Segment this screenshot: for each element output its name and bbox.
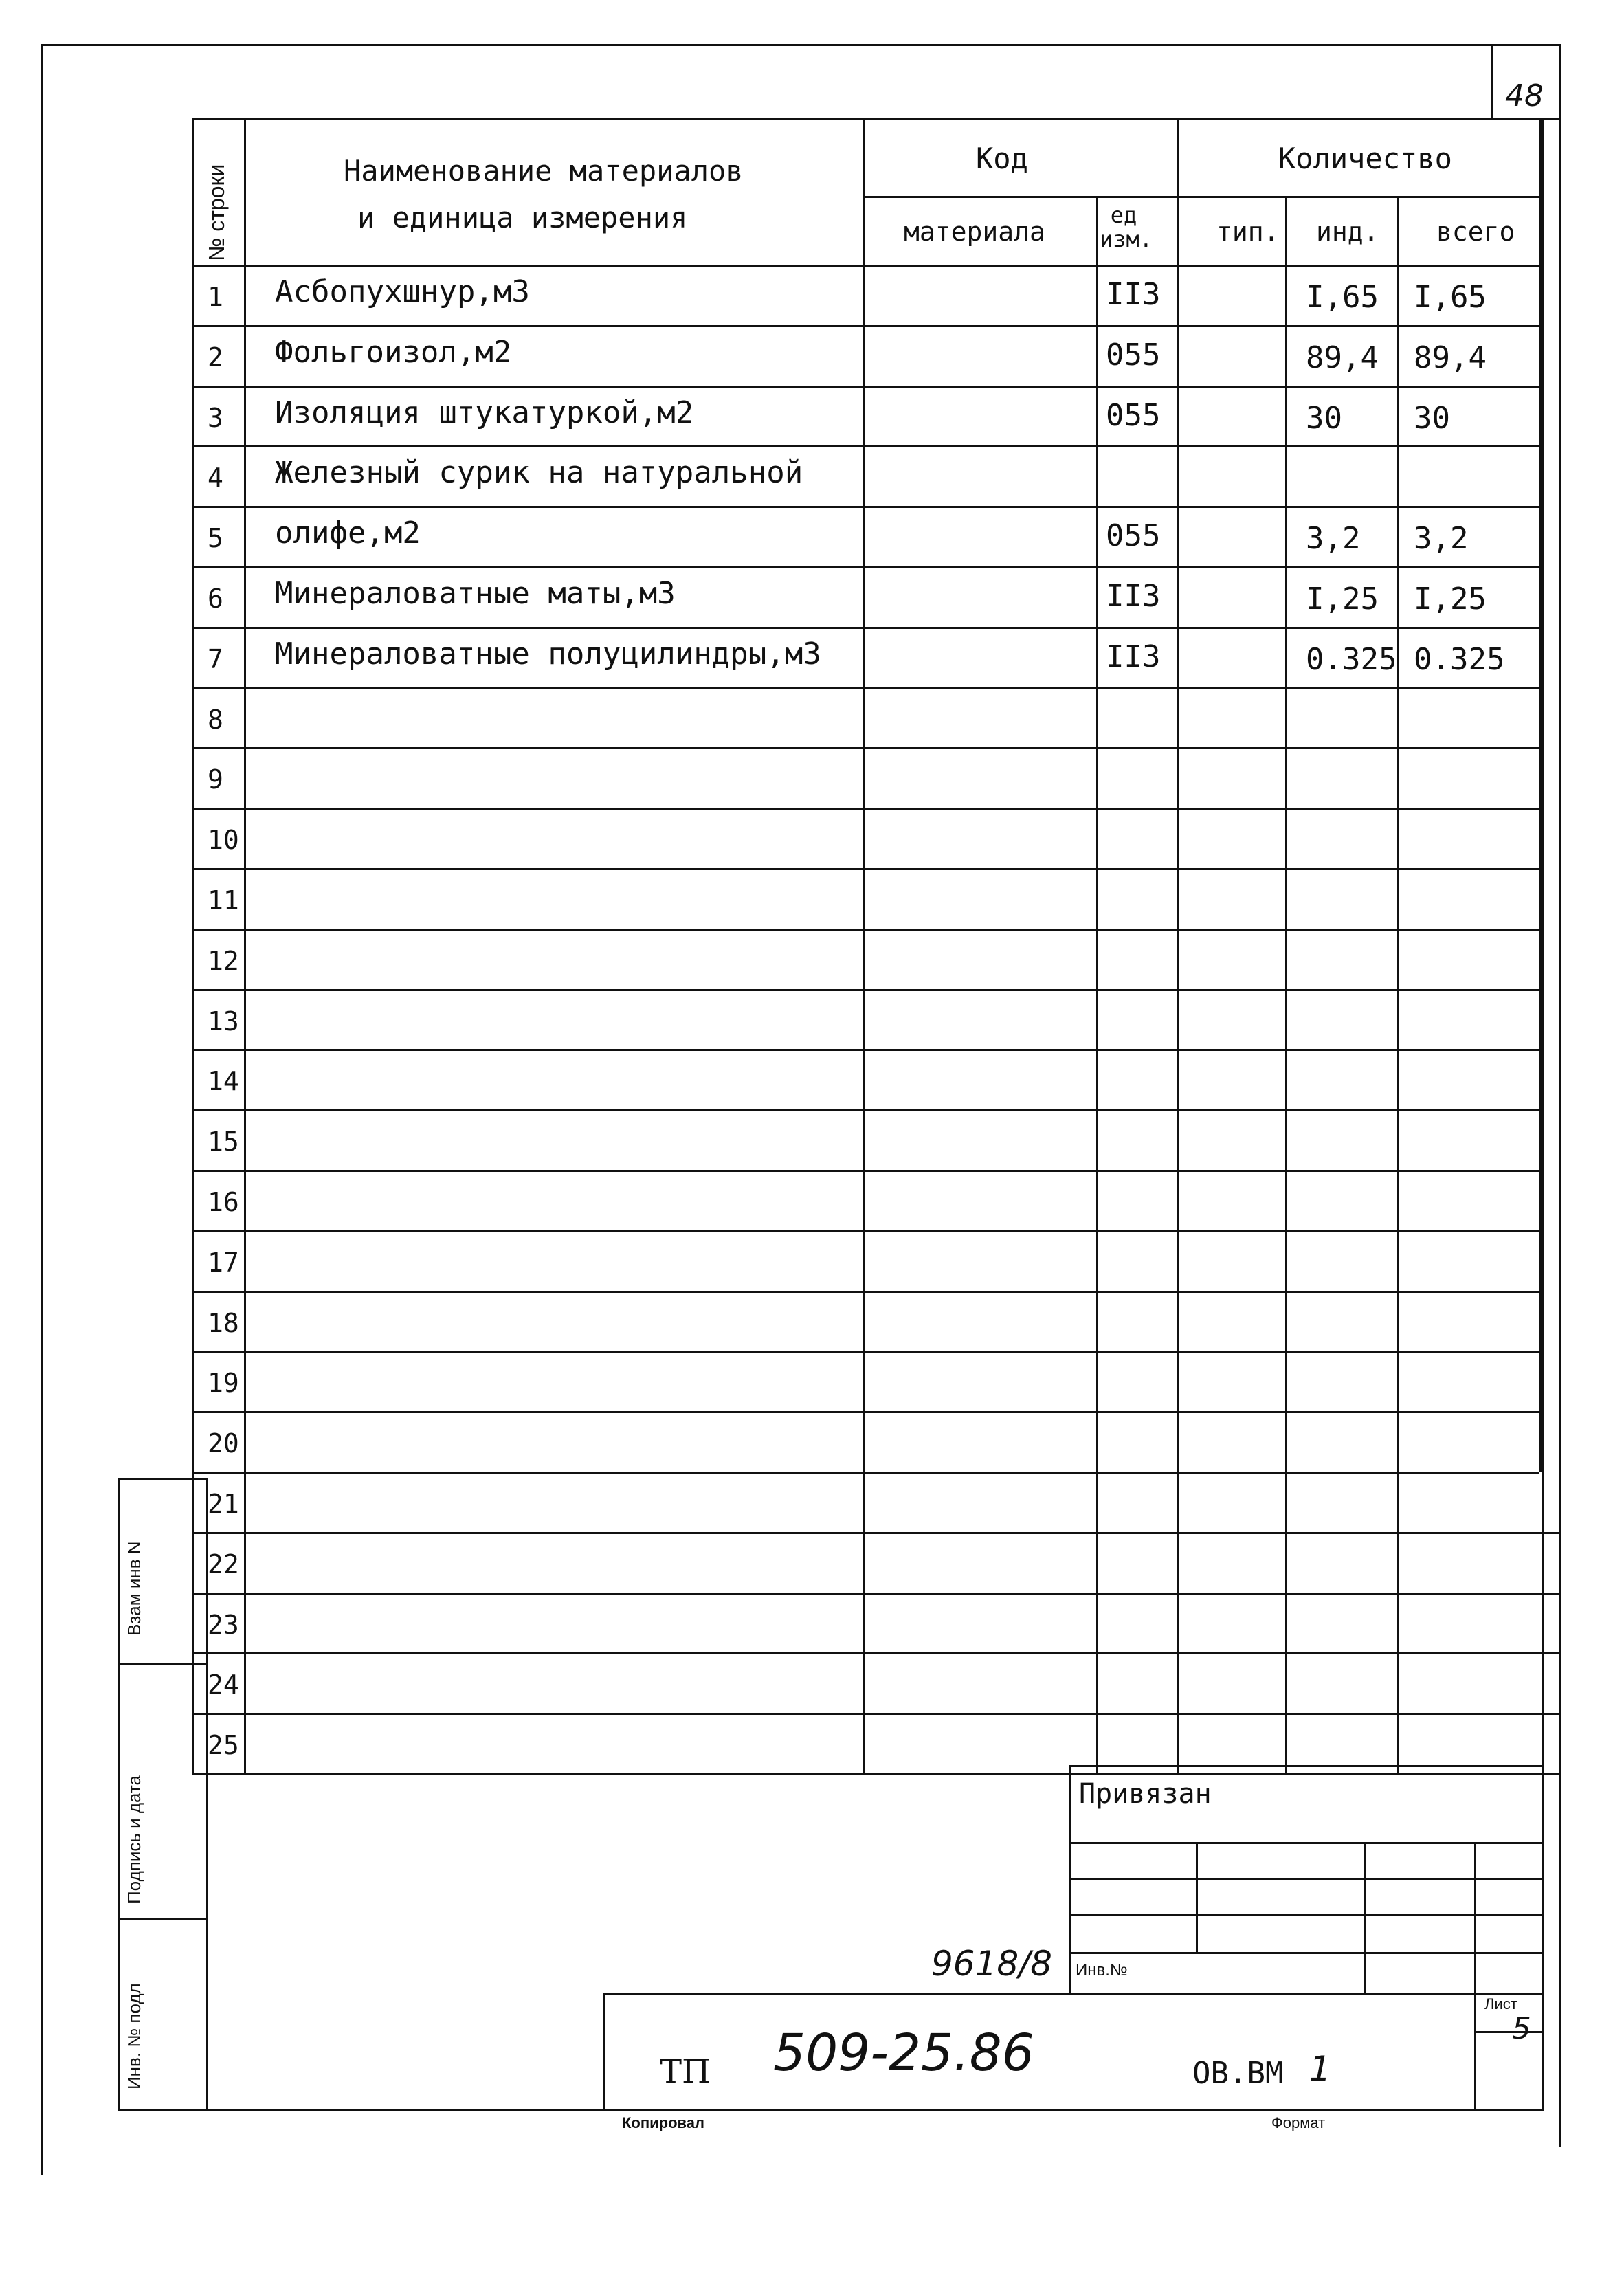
row-number: 22 <box>208 1549 239 1579</box>
table-row <box>0 1472 1624 1532</box>
row-number-header: № строки <box>204 164 229 261</box>
side-divider-3 <box>118 1918 208 1920</box>
stamp-document-number: 509-25.86 <box>773 2023 1034 2083</box>
row-number: 6 <box>208 584 223 614</box>
table-row <box>0 1411 1624 1472</box>
stamp-inv-no-label: Инв.№ <box>1076 1961 1128 1980</box>
material-name: Минераловатные полуцилиндры,м3 <box>275 636 821 672</box>
header-mid-line <box>863 196 1539 198</box>
quantity-individual: 0.325 <box>1306 642 1397 677</box>
row-number: 3 <box>208 403 223 433</box>
stamp-suffix: ОВ.ВМ <box>1192 2056 1284 2091</box>
table-row <box>0 445 1624 506</box>
row-number: 7 <box>208 644 223 674</box>
side-label-signature-date: Подпись и дата <box>124 1775 144 1904</box>
name-header-line1: Наименование материалов <box>344 154 744 188</box>
unit-code: 055 <box>1106 398 1161 433</box>
inner-frame-bottom <box>118 2109 1544 2111</box>
table-row <box>0 929 1624 989</box>
stamp-copied-label: Копировал <box>622 2114 705 2131</box>
row-number: 9 <box>208 764 223 795</box>
row-number: 2 <box>208 342 223 373</box>
row-number: 14 <box>208 1066 239 1096</box>
table-row <box>0 808 1624 868</box>
unit-code: II3 <box>1106 277 1161 312</box>
quantity-individual: 3,2 <box>1306 521 1361 556</box>
qty-type-header: тип. <box>1216 217 1280 247</box>
material-name: Изоляция штукатуркой,м2 <box>275 395 694 430</box>
row-number: 23 <box>208 1610 239 1640</box>
stamp-main-top <box>603 1993 1544 1995</box>
side-divider-1 <box>118 1478 208 1480</box>
table-row <box>0 868 1624 929</box>
material-name: Фольгоизол,м2 <box>275 335 512 370</box>
row-number: 24 <box>208 1670 239 1700</box>
table-row <box>0 1713 1624 1773</box>
table-row <box>0 265 1624 325</box>
row-number: 12 <box>208 946 239 976</box>
row-number: 21 <box>208 1489 239 1519</box>
unit-code: II3 <box>1106 579 1161 614</box>
stamp-linked-col2 <box>1364 1842 1366 1993</box>
stamp-suffix-number: 1 <box>1309 2049 1331 2089</box>
table-row <box>0 1230 1624 1291</box>
quantity-total: I,25 <box>1414 581 1487 617</box>
row-number: 10 <box>208 825 239 855</box>
row-number: 11 <box>208 885 239 916</box>
unit-code: 055 <box>1106 518 1161 553</box>
row-number: 13 <box>208 1006 239 1036</box>
material-name: Железный сурик на натуральной <box>275 455 803 490</box>
table-row <box>0 1170 1624 1230</box>
quantity-total: 89,4 <box>1414 340 1487 375</box>
quantity-individual: I,25 <box>1306 581 1379 617</box>
stamp-linked-col3 <box>1474 1842 1476 1993</box>
stamp-prefix: ТП <box>660 2052 711 2091</box>
stamp-handwritten-number: 9618/8 <box>931 1944 1052 1984</box>
table-top-border <box>192 118 1539 120</box>
row-number: 15 <box>208 1127 239 1157</box>
row-number: 19 <box>208 1368 239 1398</box>
quantity-total: 3,2 <box>1414 521 1469 556</box>
table-row <box>0 386 1624 446</box>
stamp-linked-row4 <box>1069 1952 1543 1954</box>
qty-total-header: всего <box>1436 217 1515 247</box>
unit-code: 055 <box>1106 337 1161 373</box>
stamp-linked-top <box>1069 1765 1543 1767</box>
table-row-line <box>192 1773 1561 1775</box>
unit-code: II3 <box>1106 639 1161 674</box>
table-row <box>0 989 1624 1050</box>
code-material-header: материала <box>904 217 1045 247</box>
stamp-linked-col1 <box>1196 1842 1198 1952</box>
side-label-replace-inv: Взам инв N <box>124 1541 144 1636</box>
quantity-individual: I,65 <box>1306 280 1379 315</box>
stamp-format-label: Формат <box>1271 2114 1326 2131</box>
side-divider-2 <box>118 1663 208 1665</box>
table-row <box>0 325 1624 386</box>
row-number: 1 <box>208 282 223 312</box>
table-row <box>0 627 1624 687</box>
quantity-individual: 89,4 <box>1306 340 1379 375</box>
stamp-linked-label: Привязан <box>1079 1778 1212 1810</box>
table-row <box>0 1291 1624 1351</box>
material-name: олифе,м2 <box>275 515 421 551</box>
material-name: Минераловатные маты,м3 <box>275 576 676 611</box>
quantity-total: 30 <box>1414 401 1450 436</box>
row-number: 18 <box>208 1308 239 1338</box>
side-label-inv-orig: Инв. № подл <box>124 1983 144 2089</box>
stamp-sheet-left <box>1474 1993 1476 2110</box>
table-row <box>0 506 1624 566</box>
table-row <box>0 687 1624 748</box>
material-name: Асбопухшнур,м3 <box>275 274 530 309</box>
row-number: 17 <box>208 1248 239 1278</box>
stamp-linked-row3 <box>1069 1914 1543 1916</box>
row-number: 20 <box>208 1428 239 1459</box>
quantity-total: 0.325 <box>1414 642 1505 677</box>
table-row <box>0 1109 1624 1170</box>
row-number: 8 <box>208 705 223 735</box>
stamp-sheet-mid <box>1474 2031 1543 2033</box>
stamp-sheet-value: 5 <box>1512 2011 1531 2046</box>
sheet-number: 48 <box>1505 78 1544 113</box>
row-number: 16 <box>208 1187 239 1217</box>
stamp-linked-left <box>1069 1765 1071 1995</box>
table-row <box>0 566 1624 627</box>
table-row <box>0 1351 1624 1411</box>
quantity-total: I,65 <box>1414 280 1487 315</box>
qty-ind-header: инд. <box>1316 217 1379 247</box>
stamp-linked-row1 <box>1069 1842 1543 1844</box>
table-row <box>0 1593 1624 1653</box>
stamp-sheet-label: Лист <box>1484 1995 1517 2013</box>
name-header-line2: и единица измерения <box>357 201 688 234</box>
stamp-main-left <box>603 1993 605 2110</box>
row-number: 5 <box>208 523 223 553</box>
quantity-group-header: Количество <box>1278 142 1452 175</box>
table-row <box>0 1532 1624 1593</box>
table-row <box>0 747 1624 808</box>
code-group-header: Код <box>976 142 1028 175</box>
row-number: 4 <box>208 463 223 493</box>
code-unit-header: ед изм. <box>1100 202 1153 253</box>
quantity-individual: 30 <box>1306 401 1342 436</box>
stamp-linked-row2 <box>1069 1878 1543 1880</box>
row-number: 25 <box>208 1730 239 1760</box>
table-row <box>0 1049 1624 1109</box>
table-row <box>0 1652 1624 1713</box>
